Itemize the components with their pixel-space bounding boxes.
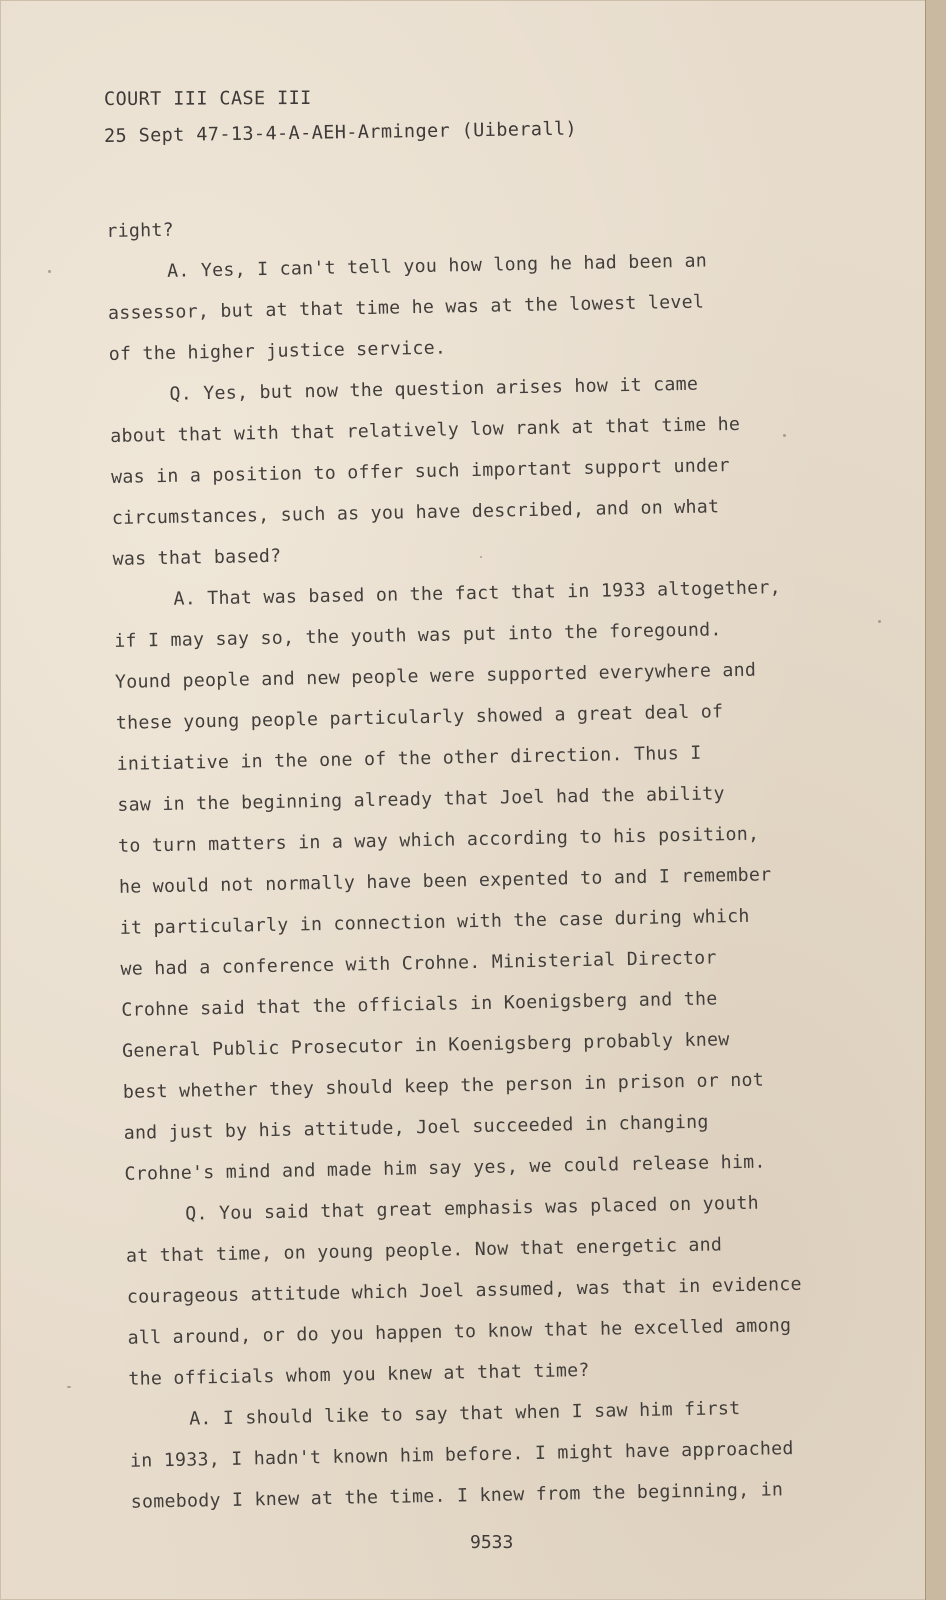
transcript-line: Q. You said that great emphasis was placed on youth [185,1192,760,1225]
transcript-line: Crohne's mind and made him say yes, we could release him. [124,1151,766,1185]
transcript-line: A. That was based on the fact that in 1933 altogether, [173,577,782,610]
transcript-line: he would not normally have been expented to and I remember [118,864,772,898]
transcript-line: to turn matters in a way which according to his position, [117,823,760,857]
transcript-line: A. I should like to say that when I saw him first [189,1398,741,1430]
transcript-line: Yound people and new people were supported everywhere and [114,659,757,693]
transcript-line: the officials whom you knew at that time? [128,1359,590,1390]
transcript-line: it particularly in connection with the case during which [119,905,750,939]
paper-speck [878,620,881,623]
transcript-line: right? [106,219,175,242]
transcript-line: was in a position to offer such important support under [110,455,730,488]
transcript-line: we had a conference with Crohne. Ministerial Director [120,947,717,980]
transcript-line: courageous attitude which Joel assumed, was that in evidence [126,1273,802,1308]
page-number: 9533 [470,1532,514,1553]
transcript-line: at that time, on young people. Now that energetic and [125,1234,723,1267]
transcript-line: Q. Yes, but now the question arises how it came [169,373,699,405]
paper-speck [67,1386,71,1388]
transcript-line: in 1933, I hadn't known him before. I might have approached [129,1438,794,1472]
transcript-line: about that with that relatively low rank at that time he [110,413,741,447]
transcript-body [106,198,806,1523]
transcript-line: was that based? [112,545,282,570]
header-court-case: COURT III CASE III [103,87,312,110]
paper-speck [48,270,51,273]
transcript-line: saw in the beginning already that Joel had the ability [117,783,726,816]
transcript-line: A. Yes, I can't tell you how long he had been an [166,250,708,282]
page-edge [925,0,946,1600]
transcript-line: circumstances, such as you have described, and on what [111,496,720,529]
transcript-line: these young people particularly showed a great deal of [115,701,724,734]
transcript-line: initiative in the one of the other direction. Thus I [116,742,702,775]
header-session-info: 25 Sept 47-13-4-A-AEH-Arminger (Uiberall) [103,118,578,147]
transcript-line: somebody I knew at the time. I knew from the beginning, in [130,1479,784,1513]
transcript-line: Crohne said that the officials in Koenigsberg and the [121,988,718,1021]
transcript-line: if I may say so, the youth was put into the foregound. [114,619,722,652]
transcript-line: of the higher justice service. [108,337,447,365]
transcript-line: all around, or do you happen to know that he excelled among [127,1315,792,1349]
paper-speck [783,434,786,437]
transcript-line: General Public Prosecutor in Koenigsberg probably knew [121,1029,730,1062]
transcript-line: best whether they should keep the person in prison or not [122,1069,765,1103]
transcript-line: assessor, but at that time he was at the lowest level [107,291,705,324]
paper-speck [480,556,482,558]
transcript-line: and just by his attitude, Joel succeeded in changing [123,1111,709,1144]
